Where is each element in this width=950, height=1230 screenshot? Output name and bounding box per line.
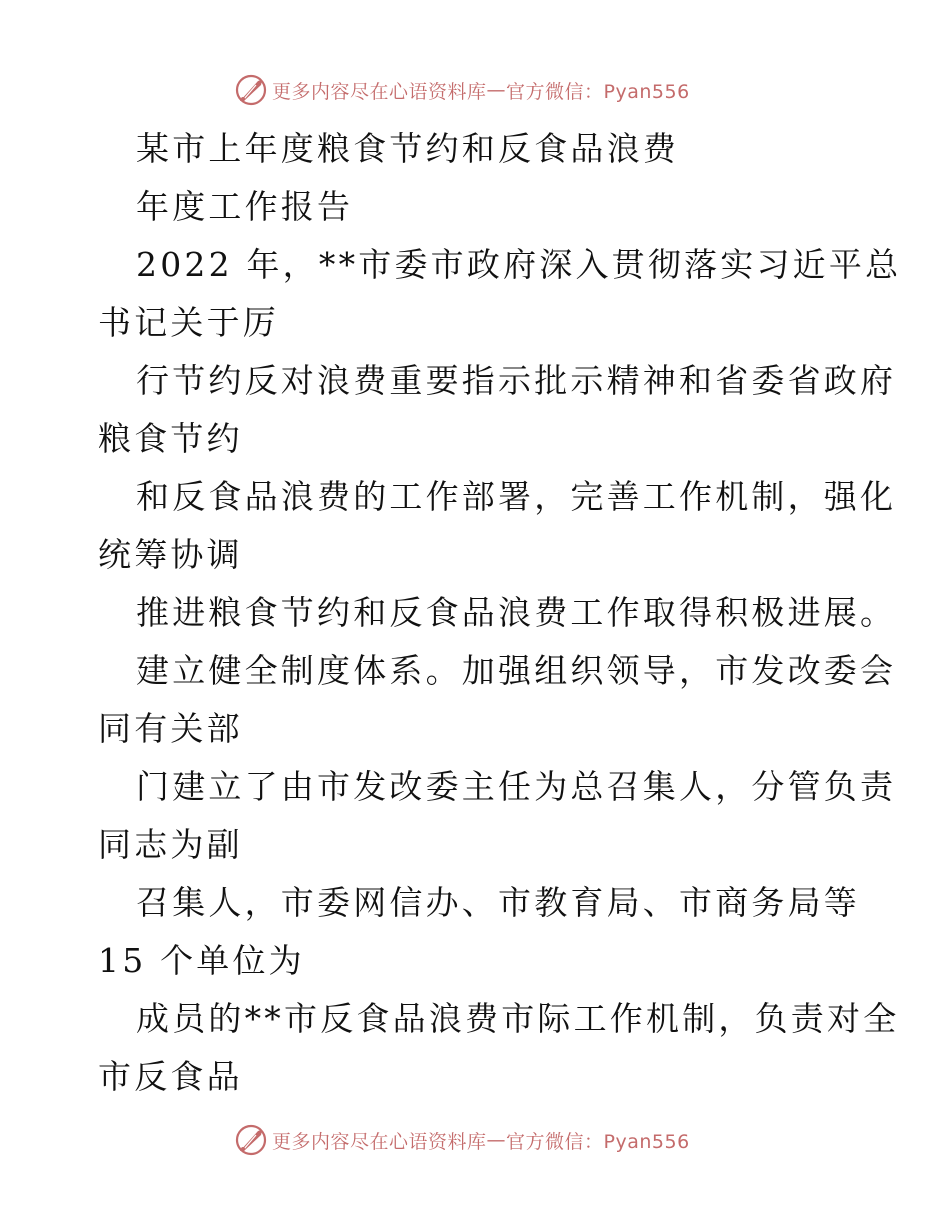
doc-line: 2022 年，**市委市政府深入贯彻落实习近平总 (136, 245, 902, 284)
quill-pen-logo-icon (234, 1123, 268, 1157)
doc-line: 行节约反对浪费重要指示批示精神和省委省政府 (136, 361, 897, 400)
doc-title-line: 某市上年度粮食节约和反食品浪费 (136, 129, 679, 168)
header-site-text: 更多内容尽在心语资料库 (272, 80, 487, 103)
doc-line: 推进粮食节约和反食品浪费工作取得积极进展。 (136, 593, 897, 632)
doc-line: 粮食节约 (98, 419, 243, 458)
doc-line: 15 个单位为 (98, 941, 305, 980)
doc-line: 书记关于厉 (98, 303, 279, 342)
doc-line: 同有关部 (98, 709, 243, 748)
header-separator: — (486, 79, 507, 101)
header-wechat-text: 官方微信：Pyan556 (506, 80, 690, 103)
footer-watermark (234, 1120, 704, 1160)
doc-line: 建立健全制度体系。加强组织领导，市发改委会 (136, 651, 897, 690)
doc-line: 成员的**市反食品浪费市际工作机制，负责对全 (136, 999, 900, 1038)
doc-line: 市反食品 (98, 1057, 243, 1096)
header-watermark (234, 70, 704, 110)
doc-line: 同志为副 (98, 825, 243, 864)
footer-wechat-text: 官方微信：Pyan556 (506, 1130, 690, 1153)
doc-line: 和反食品浪费的工作部署，完善工作机制，强化 (136, 477, 897, 516)
quill-pen-logo-icon (234, 73, 268, 107)
document-body (98, 120, 902, 1106)
doc-subtitle-line: 年度工作报告 (136, 187, 354, 226)
footer-separator: — (486, 1129, 507, 1151)
doc-line: 召集人，市委网信办、市教育局、市商务局等 (136, 883, 860, 922)
footer-site-text: 更多内容尽在心语资料库 (272, 1130, 487, 1153)
doc-line: 门建立了由市发改委主任为总召集人，分管负责 (136, 767, 897, 806)
doc-line: 统筹协调 (98, 535, 243, 574)
